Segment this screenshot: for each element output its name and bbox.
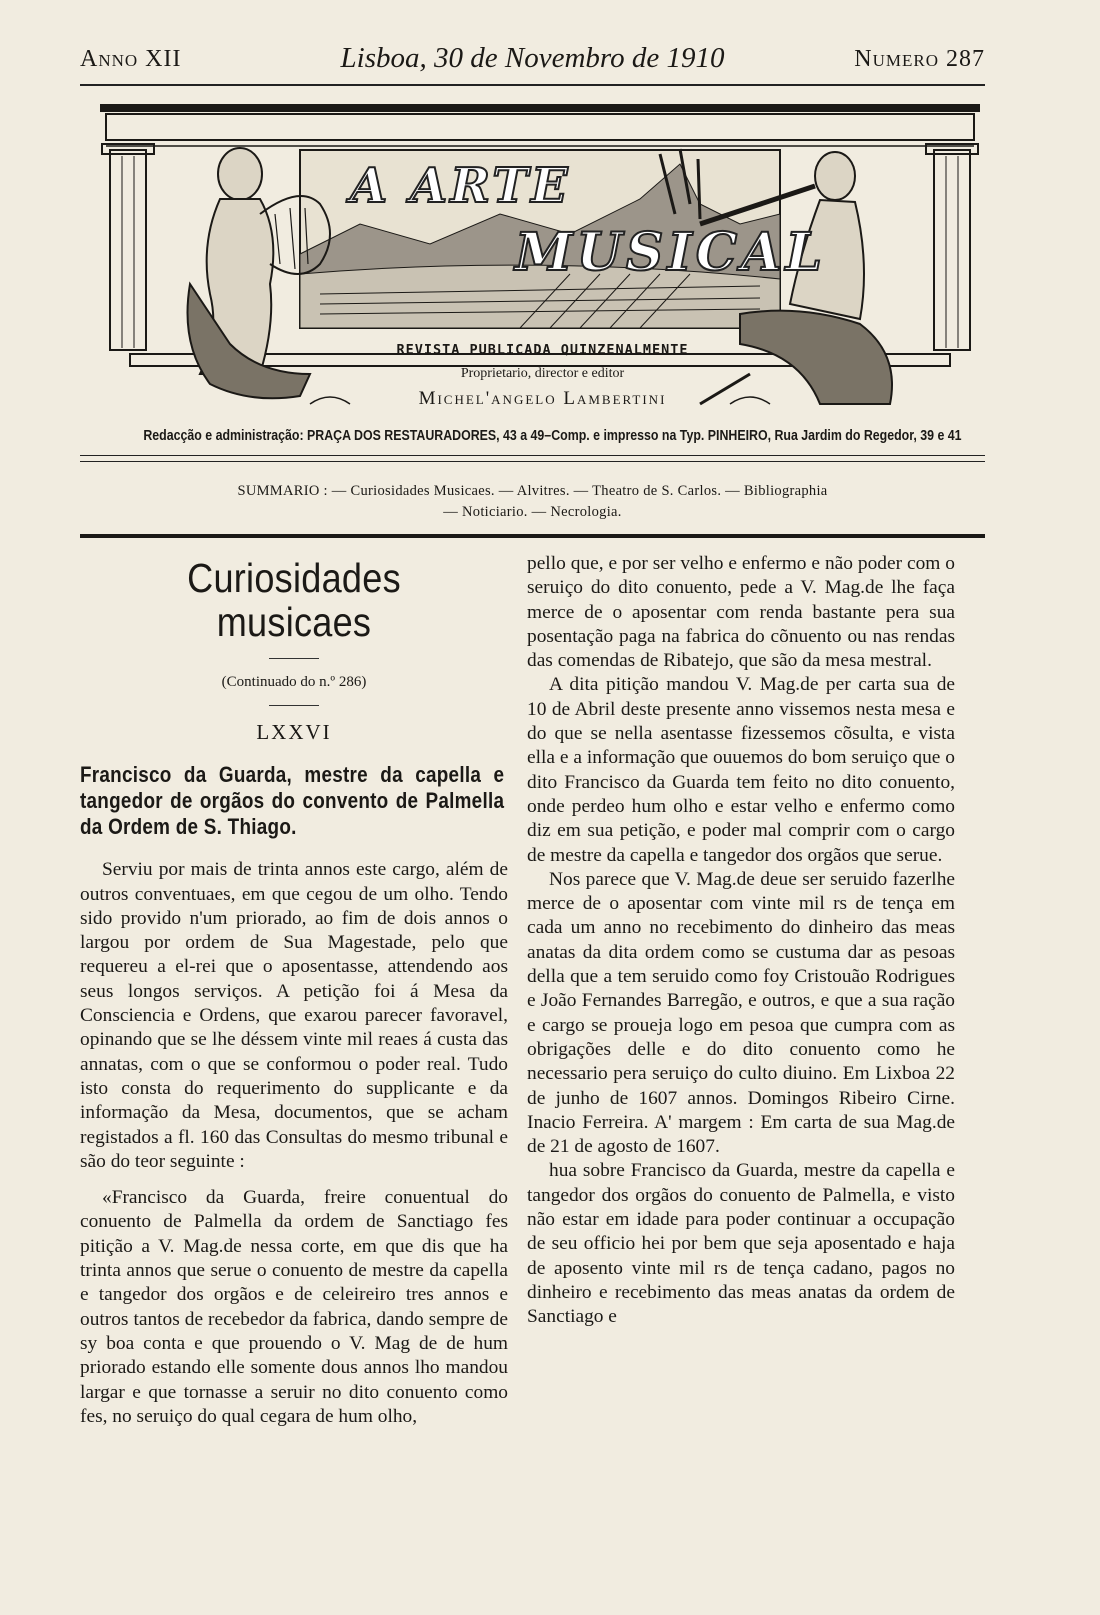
masthead-subtitle: REVISTA PUBLICADA QUINZENALMENTE [396,342,689,358]
masthead [100,104,980,424]
masthead-proprietor: Proprietario, director e editor [460,366,625,381]
issue-header [80,44,985,84]
header-rule [80,84,985,86]
left-column [80,552,508,1429]
volume-label: Anno XII [80,46,182,72]
summary-line-1: SUMMARIO : — Curiosidades Musicaes. — Alvitres. — Theatro de S. Carlos. — Bibliographia [237,483,828,499]
article-title: Curiosidades musicaes [187,555,401,645]
paragraph: Nos parece que V. Mag.de deue ser seruido fazerlhe merce de o aposentar com vinte mil rs de tença em cada um anno no recebimento do dinheiro das meas anatas da dita ordem como se custuma dar as pesoas della que a tem seruido como foy Cristouão Rodrigues e João Fernandes Barregão, e outros, e que a sua ração e cargo se proueja logo em pesoa que cumpra com as obrigações delle e do dito conuento como he necessario pera seruiço do culto diuino. Em Lixboa 22 de junho de 1607 annos. Domingos Ribeiro Cirne. Inacio Ferreira. A' margem : Em carta de sua Mag.de de 21 de agosto de 1607. [527,868,955,1158]
section-number: LXXVI [256,720,332,744]
summary [80,481,985,523]
paragraph: Serviu por mais de trinta annos este cargo, além de outros conventuaes, em que cegou de um olho. Tendo sido provido n'um priorado, ao fim de dois annos o largou por ordem de Sua Magestade, pelo que requereu a el-rei que o aposentasse, attendendo aos seus longos serviços. A petição foi á Mesa da Consciencia e Ordens, que exarou parecer favoravel, opinando que se lhe déssem vinte mil reaes á custa das annatas, com o que se conformou o poder real. Tudo isto consta do requerimento do supplicante e da informação da Mesa, documentos, que se acham registados a fl. 160 das Consultas do mesmo tribunal e são do teor seguinte : [80,859,508,1172]
masthead-title-line2: MUSICAL [515,222,827,283]
paragraph: A dita pitição mandou V. Mag.de per carta sua de 10 de Abril deste presente anno vissemos nesta mesa e do que se nella asentasse fizessemos cõsulta, e vista ella e a informação que ouuemos do bom seruiço que o dito Francisco da Guarda tem feito no dito conuento, onde perdeo hum olho e estar velho e enfermo como diz em sua petição, e poder mal comprir com o cargo de mestre da capella e tangedor dos orgãos que serue. [527,674,955,866]
continued-rule [269,705,319,706]
paragraph: hua sobre Francisco da Guarda, mestre da capella e tangedor dos orgãos do conuento de Palmella, e visto não estar em idade para poder continuar a occupação de seu officio hei por bem que seja aposentado e haja de aposento vinte mil rs de tença cadano, pagos no dinheiro e recebimento das meas anatas da ordem de Sanctiago e [527,1160,955,1328]
paragraph: «Francisco da Guarda, freire conuentual do conuento de Palmella da ordem de Sanctiago fes pitição a V. Mag.de nessa corte, em que dis que ha trinta annos que serue o conuento de mestre da capella e tangedor dos orgãos e de celeireiro tres annos e outros tantos de recebedor da fabrica, dando sempre de sy boa conta e que prouendo o V. Mag de de hum priorado estando elle somente dous annos lho mandou largar e que tornasse a seruir no dito conuento como fes, no seruiço do qual cegara de hum olho, [80,1187,508,1427]
title-rule [269,658,319,659]
issue-number: Numero 287 [854,46,985,72]
masthead-editor: Michel'angelo Lambertini [418,388,667,409]
issue-date: Lisboa, 30 de Novembro de 1910 [340,42,725,74]
section-subheading: Francisco da Guarda, mestre da capella e tangedor de orgãos do convento de Palmella da Ordem de S. Thiago. [80,762,505,840]
address-rule [80,455,985,462]
paragraph: pello que, e por ser velho e enfermo e não poder com o seruiço do dito conuento, pede a V. Mag.de lhe faça merce de o aposentar com renda bastante pera sua posentação paga na fabrica do cõnuento ou nas rendas das comendas de Ribatejo, que são da mesa mestral. [527,553,955,672]
continued-note: (Continuado do n.º 286) [221,674,367,690]
address-line: Redacção e administração: PRAÇA DOS RESTAURADORES, 43 a 49–Comp. e impresso na Typ. PINHEIRO, Rua Jardim do Regedor, 39 e 41 [143,428,962,444]
summary-line-2: — Noticiario. — Necrologia. [443,504,622,520]
masthead-title-line1: A ARTE [350,158,571,214]
summary-rule [80,534,985,538]
right-column [527,552,955,1330]
